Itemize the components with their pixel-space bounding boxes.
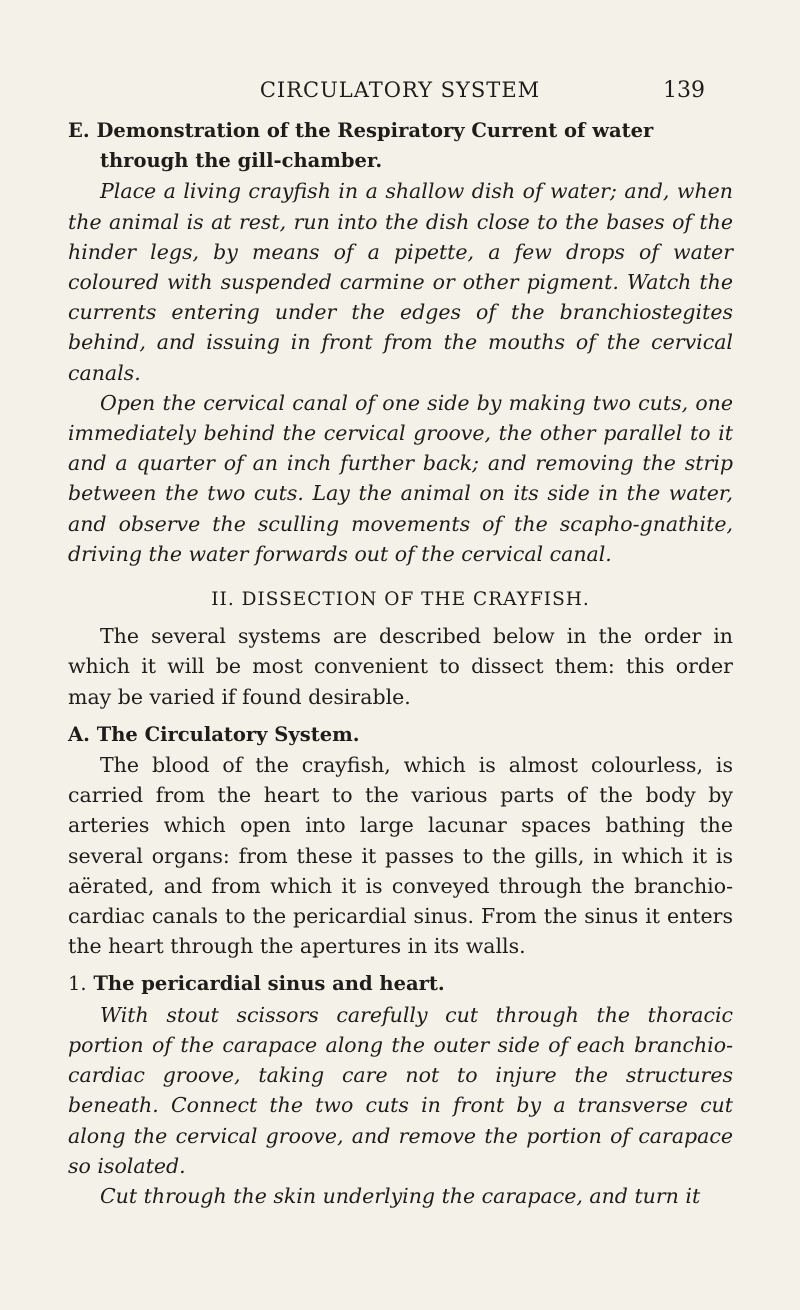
page-number: 139 xyxy=(663,78,705,103)
section-a-title: The Circulatory System. xyxy=(96,722,360,746)
running-title: CIRCULATORY SYSTEM xyxy=(259,78,541,102)
subsection-1-label: 1. xyxy=(68,972,87,996)
body-text xyxy=(68,116,733,1211)
subsection-1-heading xyxy=(68,969,733,999)
subsection-1-paragraph-2: Cut through the skin underlying the carapace, and turn it xyxy=(100,1183,701,1208)
running-head xyxy=(0,78,800,108)
subsection-1-paragraph-1: With stout scissors carefully cut through the thoracic portion of the carapace along the outer side of each branchio-cardiac groove, taking care not to injure the structures beneath. Connect the two cuts in front by a transverse cut along the cervical groove, and remove the portion of carapace so isolated. xyxy=(68,1002,733,1178)
section-a-paragraph: The blood of the crayfish, which is almost colourless, is carried from the heart to the various parts of the body by arteries which open into large lacunar spaces bathing the several organs: from these it passes to the gills, in which it is aërated, and from which it is conveyed through the branchio-cardiac canals to the pericardial sinus. From the sinus it enters the heart through the apertures in its walls. xyxy=(68,753,733,959)
subsection-1-title: The pericardial sinus and heart. xyxy=(93,972,445,996)
section-e-paragraph-1: Place a living crayfish in a shallow dish of water; and, when the animal is at rest, run into the dish close to the bases of the hinder legs, by means of a pipette, a few drops of water coloured with suspended carmine or other pigment. Watch the currents entering under the edges of the branchiostegites behind, and issuing in front from the mouths of the cervical canals. xyxy=(68,179,733,385)
section-e-paragraph-2: Open the cervical canal of one side by making two cuts, one immediately behind the cervical groove, the other parallel to it and a quarter of an inch further back; and removing the strip between the two cuts. Lay the animal on its side in the water, and observe the sculling movements of the scapho-gnathite, driving the water forwards out of the cervical canal. xyxy=(68,390,733,566)
section-e-heading xyxy=(68,116,733,176)
part-ii-intro: The several systems are described below in the order in which it will be most convenient to dissect them: this order may be varied if found desirable. xyxy=(68,624,733,709)
section-a-heading xyxy=(68,720,733,750)
section-e-label: E. xyxy=(68,119,90,142)
section-a-label: A. xyxy=(68,722,90,746)
part-ii-heading: II. DISSECTION OF THE CRAYFISH. xyxy=(211,589,590,611)
section-e-title: Demonstration of the Respiratory Current of water through the gill-chamber. xyxy=(96,119,654,173)
